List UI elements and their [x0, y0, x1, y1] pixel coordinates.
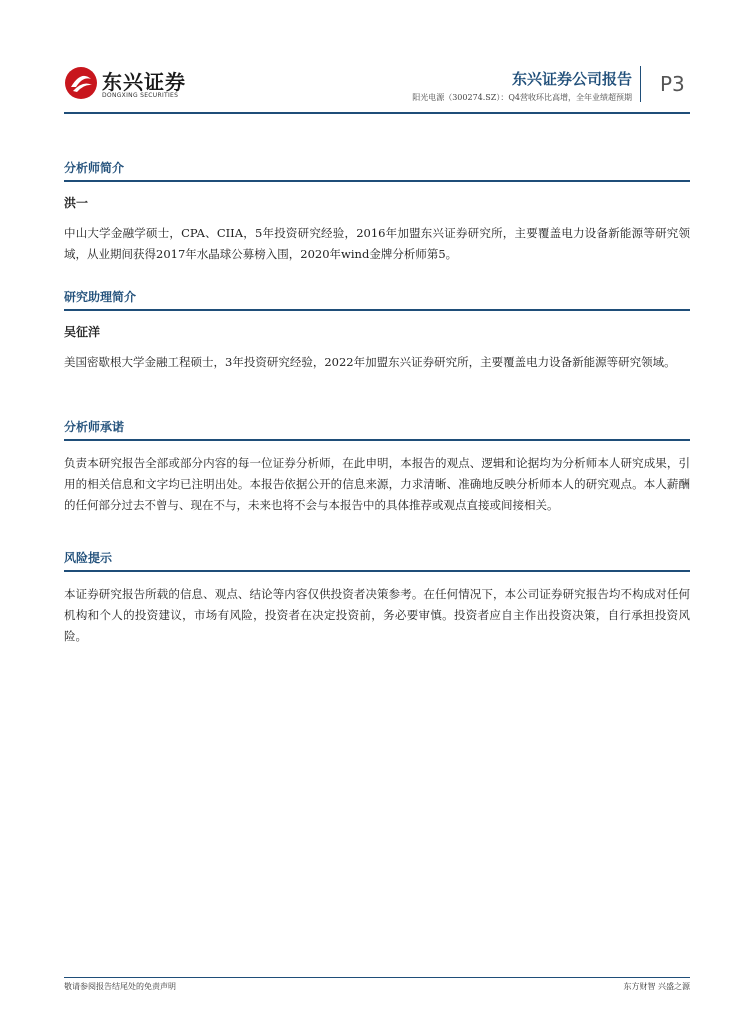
section-risk-warning [64, 548, 690, 647]
section-analyst-pledge [64, 417, 690, 516]
report-header-title: 东兴证券公司报告 [511, 70, 632, 88]
header-divider [640, 66, 641, 102]
logo-icon [64, 66, 98, 100]
company-logo [64, 64, 184, 104]
footer-slogan: 东方财智 兴盛之源 [623, 982, 690, 991]
pledge-text: 负责本研究报告全部或部分内容的每一位证券分析师，在此申明，本报告的观点、逻辑和论据均为分析师本人研究成果，引用的相关信息和文字均已注明出处。本报告依据公开的信息来源，力求清晰、准确地反映分析师本人的研究观点。本人薪酬的任何部分过去不曾与、现在不与，未来也将不会与本报告中的具体推荐或观点直接或间接相关。 [64, 456, 690, 512]
section-title: 分析师承诺 [64, 417, 690, 441]
assistant-bio: 美国密歇根大学金融工程硕士，3年投资研究经验，2022年加盟东兴证券研究所，主要覆盖电力设备新能源等研究领域。 [64, 355, 676, 369]
footer-disclaimer-note: 敬请参阅报告结尾处的免责声明 [64, 982, 176, 991]
assistant-name: 吴征洋 [64, 325, 101, 339]
report-header-subtitle: 阳光电源（300274.SZ）：Q4营收环比高增，全年业绩超预期 [412, 93, 632, 102]
section-title: 分析师简介 [64, 158, 690, 182]
section-analyst-profile [64, 158, 690, 265]
logo-text-cn: 东兴证券 [102, 70, 186, 94]
section-title: 风险提示 [64, 548, 690, 572]
risk-text: 本证券研究报告所载的信息、观点、结论等内容仅供投资者决策参考。在任何情况下，本公司证券研究报告均不构成对任何机构和个人的投资建议，市场有风险，投资者在决定投资前，务必要审慎。投资者应自主作出投资决策，自行承担投资风险。 [64, 587, 690, 643]
logo-text-en: DONGXING SECURITIES [102, 92, 179, 99]
analyst-bio: 中山大学金融学硕士，CPA、CIIA，5年投资研究经验，2016年加盟东兴证券研究所，主要覆盖电力设备新能源等研究领域，从业期间获得2017年水晶球公募榜入围，2020年wind金牌分析师第5。 [64, 226, 690, 261]
page-number: P3 [660, 72, 685, 96]
header-rule [64, 112, 690, 114]
footer-rule [64, 977, 690, 978]
section-assistant-profile [64, 287, 690, 373]
section-title: 研究助理简介 [64, 287, 690, 311]
analyst-name: 洪一 [64, 196, 89, 210]
